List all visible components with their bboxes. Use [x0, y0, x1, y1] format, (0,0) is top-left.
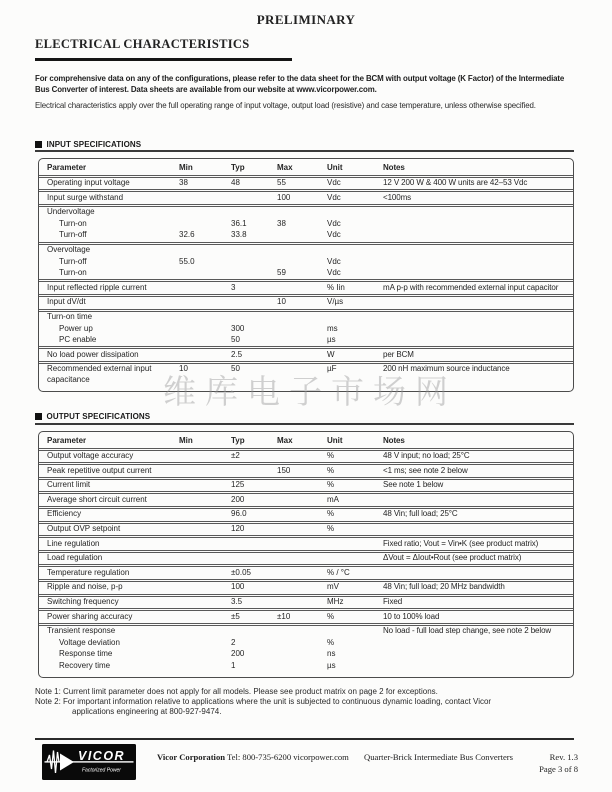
- input-section-rule: [35, 150, 574, 152]
- cell-parameter: Load regulation: [47, 553, 103, 563]
- cell-parameter: Overvoltage: [47, 245, 91, 255]
- intro-paragraph-bold: For comprehensive data on any of the configurations, please refer to the data sheet for the BCM with output voltage (K Factor) of the Intermediate Bus Converter of interest. Data sheets are available from our website at www.vicorpower.com.: [35, 74, 565, 94]
- cell-parameter: Current limit: [47, 480, 91, 490]
- cell-parameter: Output OVP setpoint: [47, 524, 121, 534]
- table-row: [39, 553, 573, 568]
- cell-parameter: Turn-off: [59, 230, 87, 240]
- column-header: Typ: [231, 435, 245, 445]
- table-row: [39, 256, 573, 268]
- output-section-rule: [35, 423, 574, 425]
- cell-typ: 300: [231, 323, 245, 333]
- cell-max: 59: [277, 268, 286, 278]
- cell-notes: 48 Vin; full load; 20 MHz bandwidth: [383, 582, 505, 592]
- cell-unit: MHz: [327, 597, 344, 607]
- cell-unit: % / °C: [327, 567, 350, 577]
- cell-notes: <1 ms; see note 2 below: [383, 465, 468, 475]
- cell-typ: 50: [231, 335, 240, 345]
- cell-max: 100: [277, 192, 291, 202]
- table-row: [39, 480, 573, 495]
- footnotes: [35, 687, 575, 718]
- table-row: [39, 218, 573, 230]
- cell-notes: No load - full load step change, see note 2 below: [383, 626, 552, 636]
- cell-typ: 96.0: [231, 509, 247, 519]
- cell-notes: per BCM: [383, 349, 414, 359]
- footer-rev-page: [539, 752, 578, 775]
- output-specifications-table: [38, 431, 574, 678]
- table-row: [39, 282, 573, 297]
- cell-unit: %: [327, 465, 335, 475]
- table-row: [39, 649, 573, 661]
- column-header: Notes: [383, 162, 405, 172]
- cell-typ: 48: [231, 178, 240, 188]
- table-row: [39, 192, 573, 207]
- table-header-row: [39, 159, 573, 178]
- cell-unit: %: [327, 637, 335, 647]
- cell-unit: ns: [327, 649, 336, 659]
- cell-parameter: Turn-on: [59, 268, 87, 278]
- intro-paragraph: Electrical characteristics apply over the full operating range of input voltage, output load (resistive) and case temperature, unless otherwise specified.: [35, 101, 536, 110]
- footnote-line: Note 2: For important information relative to applications where the unit is subjected to continuous dynamic loading, contact Vicor: [35, 697, 492, 707]
- cell-min: 55.0: [179, 256, 195, 266]
- footer-contact: Tel: 800-735-6200 vicorpower.com: [227, 752, 349, 762]
- footer-company-contact: [157, 752, 349, 762]
- cell-min: 32.6: [179, 230, 195, 240]
- column-header: Max: [277, 435, 293, 445]
- input-specifications-table: [38, 158, 574, 392]
- cell-parameter: Input dV/dt: [47, 297, 86, 307]
- cell-parameter: Transient response: [47, 626, 116, 636]
- table-row: [39, 323, 573, 335]
- cell-typ: 1: [231, 661, 236, 670]
- cell-parameter: Temperature regulation: [47, 567, 130, 577]
- cell-typ: 125: [231, 480, 245, 490]
- table-row: [39, 661, 573, 673]
- cell-parameter: Voltage deviation: [59, 637, 120, 647]
- cell-unit: ms: [327, 323, 338, 333]
- cell-max: 10: [277, 297, 286, 307]
- table-row: [39, 637, 573, 649]
- column-header: Typ: [231, 162, 245, 172]
- cell-notes: 10 to 100% load: [383, 611, 440, 621]
- table-row: [39, 465, 573, 480]
- cell-parameter: Average short circuit current: [47, 494, 147, 504]
- cell-notes: 12 V 200 W & 400 W units are 42–53 Vdc: [383, 178, 528, 188]
- cell-notes: Fixed: [383, 597, 403, 607]
- title-underline: [35, 58, 292, 61]
- cell-notes: See note 1 below: [383, 480, 444, 490]
- table-row: [39, 312, 573, 324]
- cell-unit: Vdc: [327, 218, 341, 228]
- cell-parameter: Undervoltage: [47, 207, 95, 217]
- table-row: [39, 451, 573, 466]
- footer-company: Vicor Corporation: [157, 752, 226, 762]
- table-header-row: [39, 432, 573, 451]
- cell-parameter: Switching frequency: [47, 597, 119, 607]
- logo-wordmark: VICOR: [78, 749, 126, 763]
- cell-typ: 3: [231, 282, 236, 292]
- preliminary-heading: PRELIMINARY: [256, 12, 356, 27]
- cell-max: 150: [277, 465, 291, 475]
- cell-typ: 120: [231, 524, 245, 534]
- table-row: [39, 268, 573, 283]
- table-row: [39, 230, 573, 245]
- table-row: [39, 611, 573, 626]
- table-row: [39, 245, 573, 257]
- table-row: [39, 509, 573, 524]
- table-row: [39, 626, 573, 638]
- cell-typ: 3.5: [231, 597, 243, 607]
- table-row: [39, 567, 573, 582]
- cell-parameter: No load power dissipation: [47, 349, 139, 359]
- cell-typ: 33.8: [231, 230, 247, 240]
- cell-parameter: Power sharing accuracy: [47, 611, 133, 621]
- table-row: [39, 494, 573, 509]
- cell-min: 10: [179, 364, 188, 374]
- section-bullet-icon: [35, 141, 42, 148]
- cell-notes: mA p-p with recommended external input capacitor: [383, 282, 559, 292]
- cell-typ: 36.1: [231, 218, 247, 228]
- cell-typ: 50: [231, 364, 240, 374]
- footnote-line: Note 1: Current limit parameter does not apply for all models. Please see product matrix on page 2 for exceptions.: [35, 687, 438, 696]
- column-header: Parameter: [47, 162, 87, 172]
- cell-parameter: Efficiency: [47, 509, 82, 519]
- cell-unit: %: [327, 524, 335, 534]
- footnote-line: applications engineering at 800-927-9474.: [72, 707, 222, 717]
- cell-parameter: Response time: [59, 649, 113, 659]
- cell-typ: 100: [231, 582, 245, 592]
- table-row: [39, 524, 573, 539]
- cell-typ: 200: [231, 494, 245, 504]
- cell-unit: µs: [327, 335, 336, 345]
- column-header: Notes: [383, 435, 405, 445]
- cell-max: 55: [277, 178, 286, 188]
- cell-max: 38: [277, 218, 286, 228]
- table-row: [39, 582, 573, 597]
- cell-unit: Vdc: [327, 178, 341, 188]
- cell-unit: %: [327, 451, 335, 461]
- cell-typ: ±0.05: [231, 567, 251, 577]
- cell-unit: V/µs: [327, 297, 344, 307]
- table-row: [39, 178, 573, 193]
- cell-unit: mV: [327, 582, 339, 592]
- watermark-text: 维库电子市场网: [163, 372, 457, 411]
- cell-notes: 200 nH maximum source inductance: [383, 364, 510, 374]
- cell-typ: ±2: [231, 451, 240, 461]
- cell-unit: Vdc: [327, 268, 341, 278]
- cell-typ: ±5: [231, 611, 240, 621]
- cell-unit: %: [327, 480, 335, 490]
- section-heading-label: OUTPUT SPECIFICATIONS: [46, 412, 151, 421]
- column-header: Unit: [327, 435, 343, 445]
- table-row: [39, 297, 573, 312]
- cell-parameter: Turn-on time: [47, 312, 93, 322]
- cell-unit: Vdc: [327, 230, 341, 240]
- cell-typ: 2.5: [231, 349, 243, 359]
- output-section-heading: [35, 412, 150, 421]
- cell-unit: µs: [327, 661, 336, 670]
- cell-parameter: Line regulation: [47, 538, 100, 548]
- logo-tagline: Factorized Power: [82, 767, 121, 774]
- cell-notes: <100ms: [383, 192, 412, 202]
- input-section-heading: [35, 140, 141, 149]
- cell-parameter: Input surge withstand: [47, 192, 124, 202]
- table-row: [39, 335, 573, 350]
- cell-unit: %: [327, 611, 335, 621]
- table-row: [39, 207, 573, 219]
- cell-parameter: Recommended external input capacitance: [47, 364, 152, 384]
- vicor-logo: [42, 744, 136, 780]
- cell-parameter: Input reflected ripple current: [47, 282, 147, 292]
- cell-unit: %: [327, 509, 335, 519]
- column-header: Min: [179, 162, 193, 172]
- cell-unit: % Iin: [327, 282, 345, 292]
- cell-parameter: Turn-off: [59, 256, 87, 266]
- table-row: [39, 349, 573, 364]
- cell-unit: Vdc: [327, 256, 341, 266]
- cell-parameter: Recovery time: [59, 661, 111, 670]
- cell-notes: ΔVout = ΔIout•Rout (see product matrix): [383, 553, 522, 563]
- footer-page-number: Page 3 of 8: [539, 763, 578, 774]
- cell-unit: Vdc: [327, 192, 341, 202]
- cell-min: 38: [179, 178, 188, 188]
- cell-typ: 200: [231, 649, 245, 659]
- table-row: [39, 597, 573, 612]
- column-header: Max: [277, 162, 293, 172]
- cell-parameter: Output voltage accuracy: [47, 451, 134, 461]
- cell-parameter: Peak repetitive output current: [47, 465, 152, 475]
- cell-unit: W: [327, 349, 335, 359]
- cell-parameter: Ripple and noise, p-p: [47, 582, 123, 592]
- cell-parameter: Power up: [59, 323, 93, 333]
- cell-notes: 48 V input; no load; 25°C: [383, 451, 470, 461]
- cell-unit: mA: [327, 494, 339, 504]
- cell-parameter: Turn-on: [59, 218, 87, 228]
- footer-product-name: Quarter-Brick Intermediate Bus Converters: [364, 752, 513, 762]
- column-header: Min: [179, 435, 193, 445]
- column-header: Unit: [327, 162, 343, 172]
- section-heading-label: INPUT SPECIFICATIONS: [46, 140, 142, 149]
- cell-parameter: PC enable: [59, 335, 97, 345]
- table-row: [39, 538, 573, 553]
- column-header: Parameter: [47, 435, 87, 445]
- footer-divider: [35, 738, 574, 740]
- cell-notes: 48 Vin; full load; 25°C: [383, 509, 458, 519]
- footer-revision: Rev. 1.3: [549, 752, 578, 762]
- page-title: ELECTRICAL CHARACTERISTICS: [35, 37, 250, 51]
- cell-max: ±10: [277, 611, 291, 621]
- cell-parameter: Operating input voltage: [47, 178, 130, 188]
- cell-unit: µF: [327, 364, 337, 374]
- section-bullet-icon: [35, 413, 42, 420]
- cell-typ: 2: [231, 637, 236, 647]
- cell-notes: Fixed ratio; Vout = Vin•K (see product matrix): [383, 538, 539, 548]
